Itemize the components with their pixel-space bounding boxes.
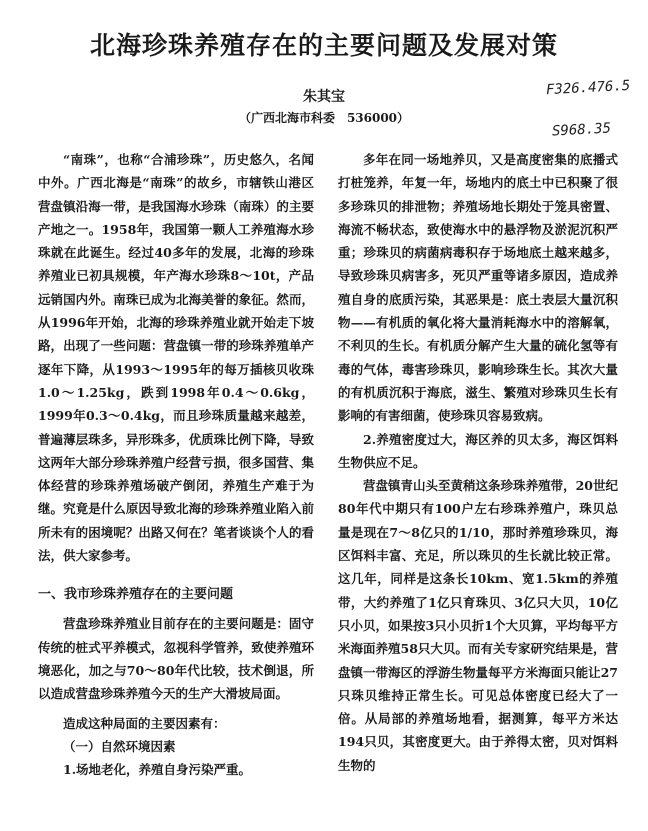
left-column (38, 148, 314, 781)
body-paragraph: 多年在同一场地养贝，又是高度密集的底播式打桩笼养，年复一年，场地内的底土中已积聚了很多珍珠贝的排泄物；养殖场地长期处于笼具密置、海流不畅状态，致使海水中的悬浮物及淤泥沉积严重；珍珠贝的病菌病毒积存于场地底土越来越多，导致珍珠贝病害多，死贝严重等诸多原因，造成养殖自身的底质污染，其恶果是：底土表层大量沉积物——有机质的氧化将大量消耗海水中的溶解氧，不利贝的生长。有机质分解产生大量的硫化氢等有毒的气体，毒害珍珠贝，影响珍珠生长。其次大量的有机质沉积于海底，滋生、繁殖对珍珠贝生长有影响的有害细菌，使珍珠贝容易致病。 (338, 152, 618, 424)
author-name: 朱其宝 (303, 89, 345, 105)
list-item-heading: 1.场地老化，养殖自身污染严重。 (63, 762, 252, 778)
intro-paragraph: “南珠”，也称“合浦珍珠”，历史悠久，名闻中外。广西北海是“南珠”的故乡，市辖铁山港区营盘镇沿海一带，是我国海水珍珠（南珠）的主要产地之一。1958年，我国第一颗人工养殖海水珍珠就在此诞生。经过40多年的发展，北海的珍珠养殖业已初具规模，年产海水珍珠8～10t，产品远销国内外。南珠已成为北海美誉的象征。然而，从1996年开始，北海的珍珠养殖业就开始走下坡路，出现了一些问题：营盘镇一带的珍珠养殖单产逐年下降，从1993～1995年的每万插核贝收珠1.0～1.25kg，跌到1998年0.4～0.6kg，1999年0.3～0.4kg，而且珍珠质量越来越差，普遍薄层珠多，异形珠多，优质珠比例下降，导致这两年大部分珍珠养殖户经营亏损，很多国营、集体经营的珍珠养殖场破产倒闭，养殖生产难于为继。究竟是什么原因导致北海的珍珠养殖业陷入前所未有的困境呢？出路又何在？笔者谈谈个人的看法，供大家参考。 (38, 152, 314, 564)
body-paragraph: 造成这种局面的主要因素有： (63, 715, 226, 731)
section-heading: 一、我市珍珠养殖存在的主要问题 (38, 587, 234, 603)
handwritten-classification-code: F326.476.5 (545, 77, 631, 99)
body-paragraph: 营盘珍珠养殖业目前存在的主要问题是：固守传统的桩式平养模式，忽视科学管养，致使养殖环境恶化，加之与70～80年代比较，技术倒退，所以造成营盘珍珠养殖今天的生产大滑坡局面。 (38, 616, 314, 702)
handwritten-classification-code: S968.35 (551, 120, 612, 140)
author-affiliation: （广西北海市科委 536000） (238, 111, 410, 125)
subsection-heading: （一）自然环境因素 (63, 738, 176, 754)
list-item-heading: 2.养殖密度过大，海区养的贝太多，海区饵料生物供应不足。 (338, 431, 618, 470)
article-title: 北海珍珠养殖存在的主要问题及发展对策 (89, 31, 558, 60)
body-paragraph: 营盘镇青山头至黄稍这条珍珠养殖带，20世纪80年代中期只有100户左右珍珠养殖户，珠贝总量是现在7～8亿只的1/10，那时养殖珍珠贝，海区饵料丰富、充足，所以珠贝的生长就比较正常。这几年，同样是这条长10km、宽1.5km的养殖带，大约养殖了1亿只育珠贝、3亿只大贝，10亿只小贝，如果按3只小贝折1个大贝算，平均每平方米海面养殖58只大贝。而有关专家研究结果是，营盘镇一带海区的浮游生物量每平方米海面只能让27只珠贝维持正常生长。可见总体密度已经大了一倍。从局部的养殖场地看，据测算，每平方米达194只贝，其密度更大。由于养得太密，贝对饵料生物的 (338, 478, 618, 773)
right-column (338, 148, 618, 777)
